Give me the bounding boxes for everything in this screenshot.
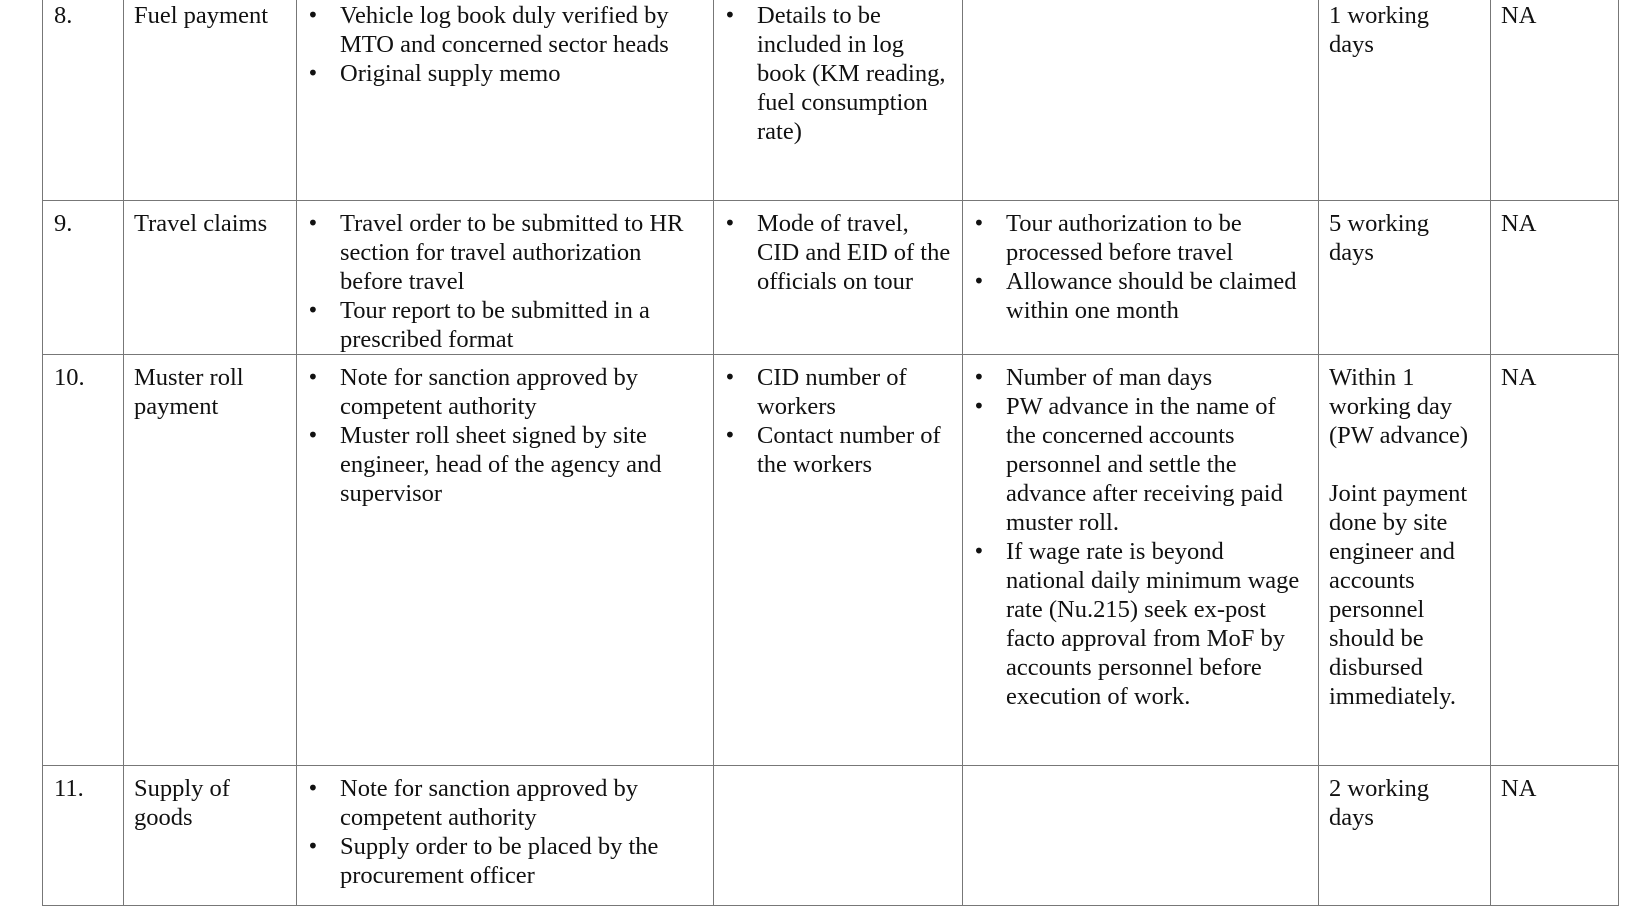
required-documents	[297, 0, 714, 201]
required-information	[714, 201, 963, 355]
service-name: Fuel payment	[124, 0, 297, 201]
required-documents	[297, 766, 714, 906]
list-item: • Details to be included in log book (KM reading, fuel consumption rate)	[757, 1, 952, 146]
table-row	[43, 201, 1619, 355]
fee: NA	[1491, 0, 1619, 201]
list-item: • Vehicle log book duly verified by MTO and concerned sector heads	[340, 1, 703, 59]
conditions	[963, 355, 1319, 766]
service-name: Supply of goods	[124, 766, 297, 906]
list-item: • Number of man days	[1006, 363, 1308, 392]
required-documents	[297, 355, 714, 766]
list-item: • Travel order to be submitted to HR section for travel authorization before travel	[340, 209, 703, 296]
list-item: • CID number of workers	[757, 363, 952, 421]
fee: NA	[1491, 766, 1619, 906]
timeline: 5 working days	[1319, 201, 1491, 355]
list-item: • Contact number of the workers	[757, 421, 952, 479]
timeline: Within 1 working day (PW advance) Joint payment done by site engineer and accounts personnel should be disbursed immediately.	[1319, 355, 1491, 766]
list-item: • Original supply memo	[340, 59, 703, 88]
list-item: • Tour report to be submitted in a prescribed format	[340, 296, 703, 354]
timeline: 2 working days	[1319, 766, 1491, 906]
table-row	[43, 355, 1619, 766]
service-name: Travel claims	[124, 201, 297, 355]
row-number: 11.	[43, 766, 124, 906]
service-table	[42, 0, 1619, 906]
required-information	[714, 355, 963, 766]
list-item: • Note for sanction approved by competent authority	[340, 774, 703, 832]
list-item: • Note for sanction approved by competent authority	[340, 363, 703, 421]
conditions	[963, 0, 1319, 201]
row-number: 8.	[43, 0, 124, 201]
conditions	[963, 766, 1319, 906]
list-item: • Supply order to be placed by the procurement officer	[340, 832, 703, 890]
row-number: 9.	[43, 201, 124, 355]
required-information	[714, 0, 963, 201]
list-item: • Muster roll sheet signed by site engineer, head of the agency and supervisor	[340, 421, 703, 508]
row-number: 10.	[43, 355, 124, 766]
conditions	[963, 201, 1319, 355]
table-row	[43, 0, 1619, 201]
list-item: • Mode of travel, CID and EID of the officials on tour	[757, 209, 952, 296]
service-name: Muster roll payment	[124, 355, 297, 766]
fee: NA	[1491, 201, 1619, 355]
list-item: • Tour authorization to be processed before travel	[1006, 209, 1308, 267]
timeline: 1 working days	[1319, 0, 1491, 201]
required-documents	[297, 201, 714, 355]
fee: NA	[1491, 355, 1619, 766]
list-item: • Allowance should be claimed within one month	[1006, 267, 1308, 325]
table-row	[43, 766, 1619, 906]
required-information	[714, 766, 963, 906]
list-item: • If wage rate is beyond national daily minimum wage rate (Nu.215) seek ex-post facto approval from MoF by accounts personnel before execution of work.	[1006, 537, 1308, 711]
list-item: • PW advance in the name of the concerned accounts personnel and settle the advance after receiving paid muster roll.	[1006, 392, 1308, 537]
